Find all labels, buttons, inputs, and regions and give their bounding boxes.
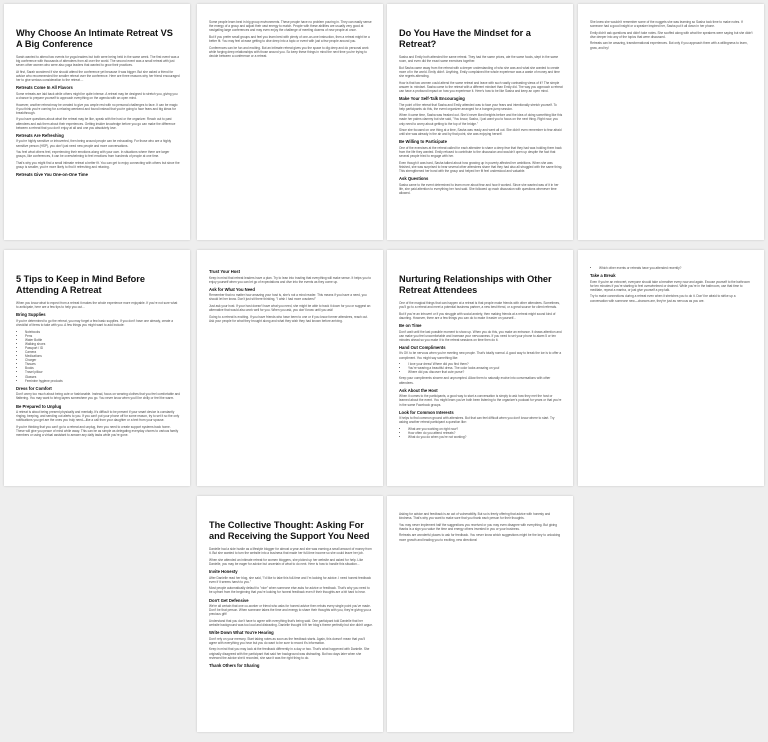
paragraph: You feel what others feel, experiencing their emotions along with your own. In situations where there are larger groups, like conferences, it can be overwhelming to feel emotions from hundreds of people at one time. xyxy=(16,150,170,159)
paragraph: After Danielle read her blog, she said, "I'd like to take this full-time and I'm looking for advice. I need honest feedback even if it seems harsh to you." xyxy=(209,575,372,584)
paragraph: Sarah wanted to attend two events for yoga leaders but both were being held in the same week. The first event was a big conference with thousands of attendees from all over the world. The second event was a small retreat with just seven other women who were also yoga leaders that wanted to grow their practices. xyxy=(16,55,180,68)
bullet-list xyxy=(399,362,563,374)
list-item: • Medications xyxy=(25,354,180,358)
list-item: • Which other events or retreats have you attended recently? xyxy=(599,266,754,270)
list-item: • How often do you attend retreats? xyxy=(408,431,563,435)
paragraph: When she attended an intimate retreat for women bloggers, she picked up her website and asked for help. Like Danielle, you may be eager for advice but uncertain of what to do next. Here is how to handle this situation... xyxy=(209,557,364,566)
paragraph: The point of the retreat that Sasha and Emily attended was to face your fears and intentionally stretch yourself. To help participants do this, the event organizer arranged for a bungee-jump session. xyxy=(399,102,557,111)
paragraph: Even though it was hard, Sasha talked about how growing up in poverty affected her ambitions. When she was finished, she was surprised to hear several other attendees share that they had also all struggled with the same thing. This strengthened her bond with the group and helped her fit feel understood and valuable. xyxy=(399,160,563,174)
paragraph: We're all certain that one co-worker or friend who asks for honest advice then rebuts every single point you've made. Don't be that person. When someone takes the time and energy to share their thoughts with you, they're giving you a precious gift! xyxy=(209,604,372,617)
list-item: • Passport / ID xyxy=(25,346,180,350)
paragraph: When it came time, Sasha was freaked out. She'd never liked heights before and the idea of doing something like this made her palms clammy but she said, "You know, Sasha, I just want you to focus on the next thing. Right now, you only need to worry about getting to the top of the bridge." xyxy=(399,113,563,126)
page-title: The Collective Thought: Asking For and Receiving the Support You Need xyxy=(209,520,370,541)
paragraph: If you're highly sensitive or introverted, then being around people can be exhausting. For those who are a highly sensitive person (HSP), you don't just need new people and more conversations. xyxy=(16,139,172,148)
paragraph: Don't wait until the last possible moment to show up. When you do this, you make an entrance. It draws attention and can make you feel uncomfortable and increase your nervousness. If you need to set your phone to alarm 5 or ten minutes ahead so you make it to the retreat sessions on time then do it. xyxy=(399,329,562,342)
paragraph: A retreat is about being present physically and mentally. It's difficult to be present if your smart device is constantly ringing, beeping, and sending out alerts to you. If you can't put your phone off for some reason, try to set it so the only notifications you get are the ones you truly need—like a call from your daughter or a text from your spouse. xyxy=(16,410,180,423)
section-heading: Invite Honesty xyxy=(209,569,238,575)
list-item: • Walking shoes xyxy=(25,342,180,346)
paragraph: Keep in mind that retreat leaders have a plan. Try to lean into trusting that everything will make sense. It helps you to enjoy yourself when you can let go of expectations and dive into the events as they come up. xyxy=(209,275,372,284)
section-heading: Dress for Comfort xyxy=(16,385,52,391)
list-item: • Pens xyxy=(25,334,180,338)
paragraph: Since she focused on one thing at a time, Sasha was ready and went all out. She didn't even remember to fear afraid until she was already in the air and by that point, she was enjoying herself. xyxy=(399,128,562,137)
section-heading: Hand Out Compliments xyxy=(399,344,446,350)
paragraph: Don't rely on your memory. Start taking notes as soon as the feedback starts. Again, this doesn't mean that you'll agree with everything you hear but you do want to be sure to record it's information. xyxy=(209,636,366,645)
section-heading: Thank Others for Sharing xyxy=(209,662,260,668)
document-page xyxy=(578,250,764,486)
list-item: • Travel pillow xyxy=(25,370,180,374)
paragraph: One of the magical things that can happen at a retreat is that people make friends with other attendees. Sometimes, you'll go to a retreat and meet a potential business partner, a new best friend, or a great source for client referrals. xyxy=(399,301,560,310)
paragraph: Going to a retreat is exciting. If you have friends who have been to one or if you know former attendees, reach out. Ask your people for what they brought along and what they wish they had known before arriving. xyxy=(209,314,368,323)
section-heading: Retreats Are Refreshing xyxy=(16,132,64,138)
section-heading: Look for Common Interests xyxy=(399,409,454,415)
bullet-list xyxy=(590,266,754,270)
paragraph: Understand that you don't have to agree with everything that's being said. One participant told Danielle that her website background was too loud and distracting. Danielle thought it fit her blog's theme perfectly but she didn't argue. xyxy=(209,618,373,628)
paragraph: If you're determined to go the retreat, you may forget a few basic supplies. If you don't have one already, create a checklist of items to take with you. A few things you might want to add include: xyxy=(16,318,174,327)
paragraph: It's OK to be nervous when you're meeting new people. That's totally normal. A good way to break the ice is to offer a compliment. You might say something like: xyxy=(399,351,562,360)
paragraph: Remember that no matter how amazing your host is, she's not a mind reader. This means if you have a need, you should let her know. Don't just sit there thinking, "I wish I had more crackers!" xyxy=(209,293,367,302)
page-title: Nurturing Relationships with Other Retreat Attendees xyxy=(399,274,552,295)
paragraph: Just ask your host. If your host doesn't have what you need, she might be able to track it down for you or suggest an alternative that would also work well for you. When you ask, you don't know until you ask! xyxy=(209,304,371,313)
section-heading: Ask About the Host xyxy=(399,387,438,393)
list-item: • Glasses xyxy=(25,375,180,379)
section-heading: Be Prepared to Unplug xyxy=(16,403,62,409)
paragraph: Retreats can be amazing, transformational experiences. But only if you approach them with a willingness to learn, grow, and try! xyxy=(590,41,748,50)
paragraph: How is that two women could attend the same retreat and leave with such vastly contrasting views of it? The simple answer is: mindset. Sasha came to the retreat with a different mindset than Emily did. The way you approach a retreat can have a profound impact on how you experience it. Here's how to be like Sasha and keep an open mind. xyxy=(399,80,563,93)
paragraph: One of the exercises at the retreat called for each attendee to share a deep fear that they had was holding them back from the life they wanted. Emily refused to contribute to the discussion and wouldn't open up despite the fact that several people tried to engage with her. xyxy=(399,145,562,159)
paragraph: But if you're an introvert or if you struggle with social anxiety, then making friends at a retreat might sound kind of daunting. However, there are a few things you can do to make it easier on yourself... xyxy=(399,311,556,320)
paragraph: Sasha came to the event determined to learn more about fear and how it worked. Since she wanted was of it in her life, she paid attention to everything her host said. She followed up each discussion with questions whenever time allowed. xyxy=(399,182,559,196)
paragraph: Keep in mind that you may look at the feedback differently in a day or two. That's what happened with Danielle. She originally disagreed with the participant that said her background was distracting. But two days later when she reviewed the advice she'd recorded, she saw it was the right thing to do. xyxy=(209,647,370,660)
section-heading: Trust Your Host xyxy=(209,269,241,274)
section-heading: Retreats Come In All Flavors xyxy=(16,85,73,91)
paragraph: But Sasha came away from the retreat with a deeper understanding of who she was and what she wanted to create more of in the world. Emily didn't. Anything, Emily complained the whole experience was a waste of money and time she regrets attending. xyxy=(399,65,560,79)
list-item: • What do you do when you're not working? xyxy=(408,435,563,439)
list-item: • Camera xyxy=(25,350,180,354)
paragraph: Retreats are wonderful places to ask for feedback. You never know which suggestions might be the key to unlocking more growth and leading you to exciting, new directions! xyxy=(399,533,561,542)
paragraph: She knew she wouldn't remember some of the nuggets she was learning so Sasha took time to make notes. If someone had a good insight or a speaker inspired her, Sasha put it all down in her phone. xyxy=(590,20,743,29)
paragraph: If you have questions about what the retreat may be like, speak with the host or the organizer. Reach out to past attendees and ask them about their experiences. Getting insider knowledge before you go can make the difference between a retreat that you don't enjoy at all and one you absolutely love. xyxy=(16,117,176,130)
paragraph: Some people learn best in big group environments. These people have no problem pouring in. They can easily sense the energy of a group and adjust their vast energy to match. People with these abilities are usually very good at navigating large conferences and may even enjoy the challenge of meeting dozens of new people at once. xyxy=(209,20,372,33)
page-title: Why Choose An Intimate Retreat VS A Big Conference xyxy=(16,28,173,49)
list-item: • Water Bottle xyxy=(25,338,180,342)
document-page xyxy=(387,496,573,732)
section-heading: Retreats Give You One-on-One Time xyxy=(16,172,88,178)
paragraph: If you're thinking that you can't go to a retreat and unplug, then you need to create support systems back home. These will give you peace of mind while away. This can be as simple as delegating everyday chores to various family members or using a virtual assistant to answer any daily tasks while you're gone. xyxy=(16,424,179,438)
section-heading: Write Down What You're Hearing xyxy=(209,630,274,636)
document-page xyxy=(4,4,190,240)
paragraph: Even if you're an extrovert, everyone should take a breather every now and again. Excuse yourself to the bathroom for ten minutes if you're starting to feel overwhelmed or drained. While you're in the bathroom, use that time to meditate, repeat a mantra, or just give yourself a pep talk. xyxy=(590,279,750,292)
section-heading: Make Your Self-Talk Encouraging xyxy=(399,96,465,102)
bullet-list xyxy=(399,427,563,439)
section-heading: Bring Supplies xyxy=(16,312,46,318)
paragraph: Conferences can be fun and exciting. But an intimate retreat gives you the space to dig deep and do personal work while forging deep relationships with those around you. So keep these things in mind the next time you're trying to decide between a conference or a retreat. xyxy=(209,45,369,58)
list-item: • You're wearing a beautiful dress. The color looks amazing on you! xyxy=(408,366,563,370)
paragraph: At first, Sarah wondered if she should attend the conference yet because it was bigger. But she asked a friend for advice who recommended the smaller retreat over the conference. Here are three reasons why her friend encouraged her to give serious consideration to the retreat.... xyxy=(16,69,180,83)
list-item: • Feminine hygiene products xyxy=(25,379,180,383)
document-page xyxy=(4,250,190,486)
page-title: 5 Tips to Keep in Mind Before Attending A Retreat xyxy=(16,274,145,295)
list-item: • Books xyxy=(25,366,180,370)
paragraph: Most people automatically default to "nice" when someone else asks for advice or feedback. That's why you need to be upfront from the beginning that you're looking for honest feedback even if their thoughts are a bit hard to hear. xyxy=(209,586,370,595)
paragraph: Don't worry too much about being cute or fashionable. Instead, focus on wearing clothes that you feel comfortable and flattering. You may want to bring layers somewhere you go. You never know when you'll be chilly or feel the warm. xyxy=(16,392,181,401)
paragraph: Sasha and Emily both attended the same retreat. They had the same prices, ate the same foods, slept in the same room, and even did the exact same exercises together. xyxy=(399,55,559,64)
paragraph: Some retreats are laid back while others might be quite intense. A retreat may be designed to stretch you, giving you a chance to prepare yourself to approach everything on the agenda with an open mind. xyxy=(16,91,178,100)
section-heading: Be Willing to Participate xyxy=(399,139,447,145)
paragraph: Keep your compliments sincere and unprompted. Allow them to naturally evolve into conversations with other attendees. xyxy=(399,376,551,385)
section-heading: Be on Time xyxy=(399,323,422,329)
section-heading: Ask for What You Need xyxy=(209,286,255,292)
paragraph: Asking for advice and feedback is an act of vulnerability. But so is freely offering that advice with honesty and kindness. That's why you want to make sure that you thank each person for their thoughts. xyxy=(399,512,551,521)
paragraph: That's why you might find a small intimate retreat a better fit. You can get to enjoy connecting with others but since the group is smaller, you're more likely to find it refreshing and relaxing. xyxy=(16,160,180,169)
document-page xyxy=(387,250,573,486)
paragraph: However, another retreat may be created to give you ample rest with no personal challenges to face. It can be magic if you think you're coming for a relaxing weekend and found instead that you're going to face fears and big ideas for breakthrough. xyxy=(16,102,178,115)
section-heading: Don't Get Defensive xyxy=(209,597,249,603)
paragraph: Danielle had a side hustle as a lifestyle blogger for almost a year and she was earning a small amount of money from it. But she wanted to turn the website into a business that made her full-time income so she could leave her job. xyxy=(209,547,372,556)
bullet-list xyxy=(16,330,180,383)
list-item: • I love your dress! Where did you find them? xyxy=(408,362,563,366)
document-page xyxy=(387,4,573,240)
section-heading: Ask Questions xyxy=(399,176,429,182)
paragraph: Emily didn't ask questions and didn't take notes. She scoffed along with what the speakers were saying but she didn't dive deeper into any of the topics that were discussed. xyxy=(590,30,753,39)
list-item: • Notebooks xyxy=(25,330,180,334)
document-page xyxy=(197,4,383,240)
paragraph: Try to make connections during a retreat even when it stretches you to do it. Don't be afraid to strike up a conversation with someone new—chances are, they're just as nervous as you are. xyxy=(590,294,736,303)
paragraph: When it comes to the participants, a good way to start a conversation is simply to ask how they met the host or learned about the event. You might learn you've both been listening to the organizer's podcast for years or that you're in the same Facebook groups. xyxy=(399,394,562,407)
section-heading: Take a Break xyxy=(590,273,616,279)
paragraph: It helps to find common ground with attendees. But that can feel difficult when you don't know where to start. Try asking another retreat participant a question like: xyxy=(399,416,555,425)
list-item: • Tissues xyxy=(25,362,180,366)
document-page xyxy=(197,250,383,486)
list-item: • What are you working on right now? xyxy=(408,427,563,431)
document-page xyxy=(197,496,383,732)
list-item: • Where did you discover that cute purse? xyxy=(408,370,563,374)
paragraph: You may never implement half the suggestions you received or you may even disagree with everything. But giving thanks is a sign you value the time and energy others invested in you or your business. xyxy=(399,522,558,531)
paragraph: But if you prefer small groups and feel you learn best with plenty of one-on-one instruction, then a retreat might be a better fit. You may feel at ease getting to dive deep into a topic or event with just a few people around you. xyxy=(209,34,370,44)
paragraph: When you know what to expect from a retreat it makes the whole experience more enjoyable. If you're not sure what to anticipate, here are a few tips to help you out... xyxy=(16,301,178,310)
document-page xyxy=(578,4,764,240)
list-item: • Charger xyxy=(25,358,180,362)
page-title: Do You Have the Mindset for a Retreat? xyxy=(399,28,531,49)
